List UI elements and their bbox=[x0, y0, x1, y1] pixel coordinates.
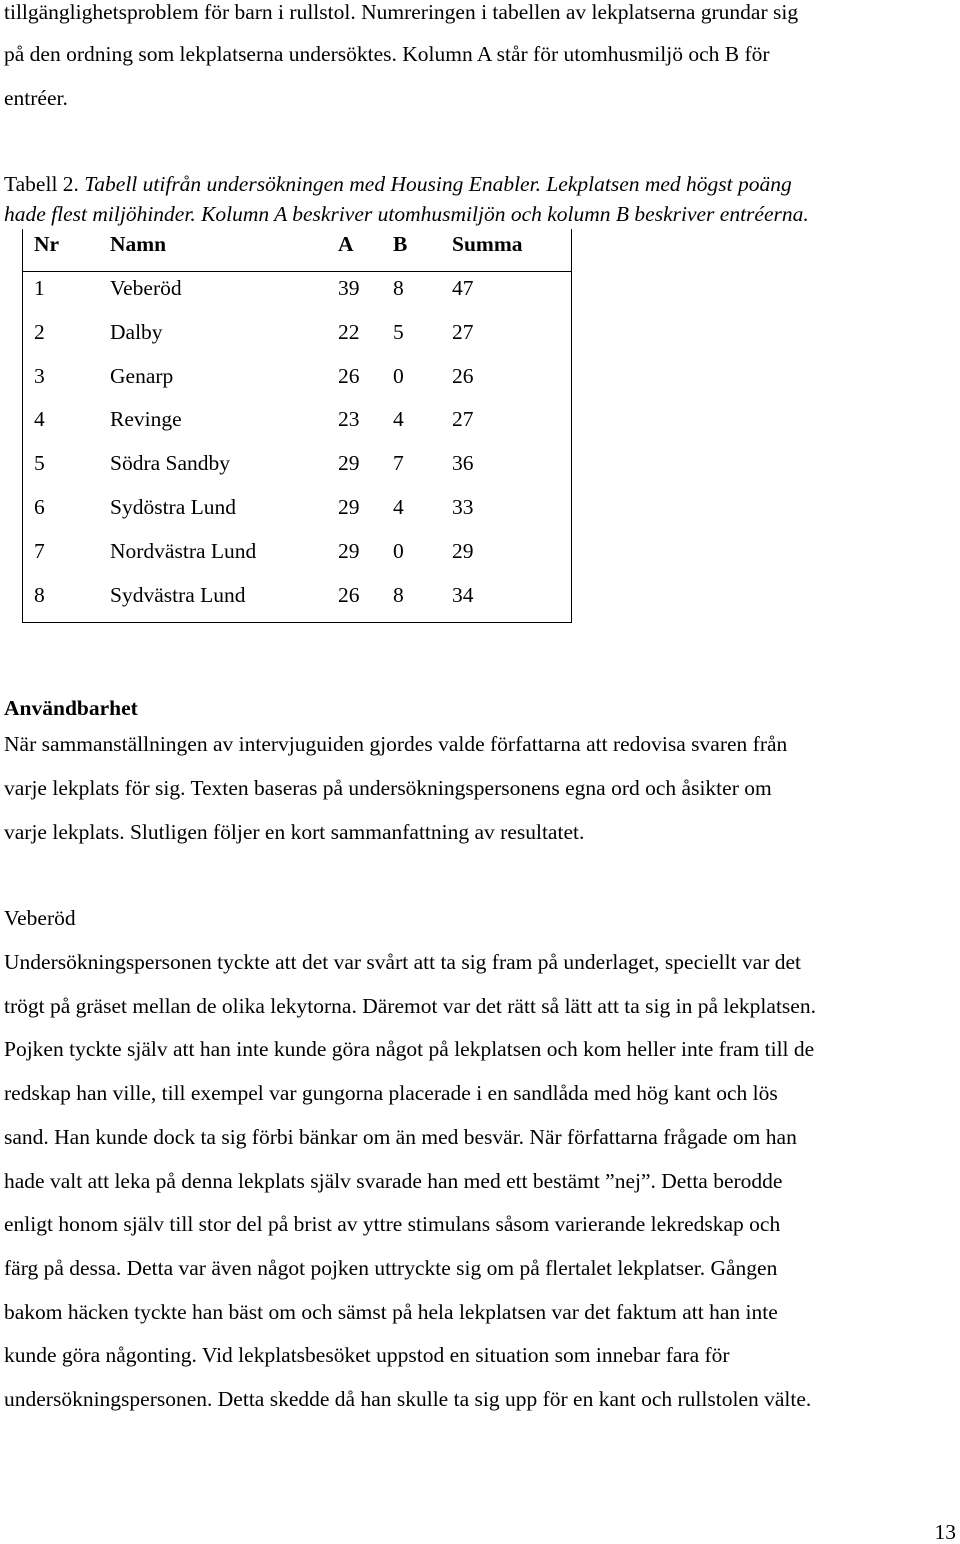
table-header-nr: Nr bbox=[34, 232, 60, 256]
veberod-line: trögt på gräset mellan de olika lekytorna. Däremot var det rätt så lätt att ta sig in på lekplatsen. bbox=[4, 993, 816, 1018]
table-cell-nr: 8 bbox=[34, 582, 45, 607]
intro-line: tillgänglighetsproblem för barn i rullstol. Numreringen i tabellen av lekplatserna grundar sig bbox=[4, 0, 799, 24]
table-header-b: B bbox=[393, 232, 408, 256]
table-cell-nr: 6 bbox=[34, 495, 45, 519]
table-cell-name: Revinge bbox=[110, 407, 182, 432]
table-cell-b: 8 bbox=[393, 582, 404, 607]
table-cell-sum: 29 bbox=[452, 538, 474, 563]
table-cell-nr: 1 bbox=[34, 276, 45, 300]
veberod-line: färg på dessa. Detta var även något pojken uttryckte sig om på flertalet lekplatser. Gången bbox=[4, 1255, 778, 1280]
table-cell-b: 8 bbox=[393, 276, 404, 300]
table-cell-sum: 27 bbox=[452, 407, 474, 432]
table-cell-a: 23 bbox=[338, 407, 360, 432]
caption-text: Tabell utifrån undersökningen med Housing Enabler. Lekplatsen med högst poäng bbox=[84, 172, 792, 196]
table-cell-a: 29 bbox=[338, 495, 360, 519]
table-cell-a: 29 bbox=[338, 538, 360, 563]
table-cell-name: Sydvästra Lund bbox=[110, 582, 246, 607]
table-cell-a: 26 bbox=[338, 582, 360, 607]
caption-label: Tabell 2. bbox=[4, 172, 85, 196]
veberod-line: redskap han ville, till exempel var gungorna placerade i en sandlåda med hög kant och lös bbox=[4, 1081, 778, 1106]
table-header-name: Namn bbox=[110, 232, 167, 256]
table-cell-b: 7 bbox=[393, 451, 404, 476]
veberod-line: Undersökningspersonen tyckte att det var svårt att ta sig fram på underlaget, speciellt var det bbox=[4, 950, 802, 974]
table-cell-b: 4 bbox=[393, 407, 404, 432]
table-cell-name: Genarp bbox=[110, 363, 174, 388]
veberod-line: undersökningspersonen. Detta skedde då han skulle ta sig upp för en kant och rullstolen välte. bbox=[4, 1387, 812, 1411]
veberod-line: bakom häcken tyckte han bäst om och sämst på hela lekplatsen var det faktum att han inte bbox=[4, 1299, 778, 1324]
veberod-line: enligt honom själv till stor del på brist av yttre stimulans såsom varierande lekredskap och bbox=[4, 1212, 781, 1237]
table-cell-sum: 34 bbox=[452, 582, 474, 607]
table-cell-nr: 5 bbox=[34, 451, 45, 476]
table-cell-a: 26 bbox=[338, 363, 360, 388]
section-heading-usability: Användbarhet bbox=[4, 696, 138, 720]
results-table bbox=[22, 229, 572, 623]
table-cell-a: 29 bbox=[338, 451, 360, 476]
veberod-line: kunde göra någonting. Vid lekplatsbesöket uppstod en situation som innebar fara för bbox=[4, 1343, 730, 1368]
table-cell-nr: 7 bbox=[34, 538, 45, 563]
table-cell-name: Södra Sandby bbox=[110, 451, 231, 476]
table-cell-name: Dalby bbox=[110, 319, 163, 344]
table-cell-a: 22 bbox=[338, 319, 360, 344]
veberod-line: sand. Han kunde dock ta sig förbi bänkar om än med besvär. När författarna frågade om han bbox=[4, 1124, 797, 1149]
table-cell-name: Sydöstra Lund bbox=[110, 495, 237, 519]
table-cell-a: 39 bbox=[338, 276, 360, 300]
table-cell-nr: 2 bbox=[34, 319, 45, 344]
table-header-a: A bbox=[338, 232, 354, 256]
table-caption-line-1 bbox=[4, 174, 792, 196]
table-cell-name: Veberöd bbox=[110, 276, 182, 300]
table-caption-line-2: hade flest miljöhinder. Kolumn A beskriver utomhusmiljön och kolumn B beskriver entréerna. bbox=[4, 202, 809, 226]
table-cell-name: Nordvästra Lund bbox=[110, 538, 257, 563]
usability-line: När sammanställningen av intervjuguiden gjordes valde författarna att redovisa svaren från bbox=[4, 732, 788, 756]
table-header-divider bbox=[22, 271, 572, 272]
table-cell-sum: 36 bbox=[452, 451, 474, 476]
table-cell-sum: 27 bbox=[452, 319, 474, 344]
usability-line: varje lekplats. Slutligen följer en kort sammanfattning av resultatet. bbox=[4, 820, 585, 844]
table-cell-nr: 4 bbox=[34, 407, 45, 432]
table-cell-nr: 3 bbox=[34, 363, 45, 388]
page-number: 13 bbox=[934, 1520, 956, 1544]
section-heading-veberod: Veberöd bbox=[4, 906, 76, 930]
table-cell-sum: 26 bbox=[452, 363, 474, 388]
table-cell-b: 5 bbox=[393, 319, 404, 344]
usability-line: varje lekplats för sig. Texten baseras på undersökningspersonens egna ord och åsikter om bbox=[4, 776, 772, 800]
table-cell-b: 0 bbox=[393, 538, 404, 563]
intro-line: entréer. bbox=[4, 86, 68, 110]
intro-line: på den ordning som lekplatserna undersöktes. Kolumn A står för utomhusmiljö och B för bbox=[4, 42, 770, 66]
veberod-line: Pojken tyckte själv att han inte kunde göra något på lekplatsen och kom heller inte fram till de bbox=[4, 1037, 815, 1062]
table-cell-sum: 33 bbox=[452, 495, 474, 519]
table-cell-sum: 47 bbox=[452, 276, 474, 300]
table-cell-b: 4 bbox=[393, 495, 404, 519]
table-header-sum: Summa bbox=[452, 232, 523, 256]
table-cell-b: 0 bbox=[393, 363, 404, 388]
veberod-line: hade valt att leka på denna lekplats själv svarade han med ett bestämt ”nej”. Detta berodde bbox=[4, 1168, 783, 1193]
